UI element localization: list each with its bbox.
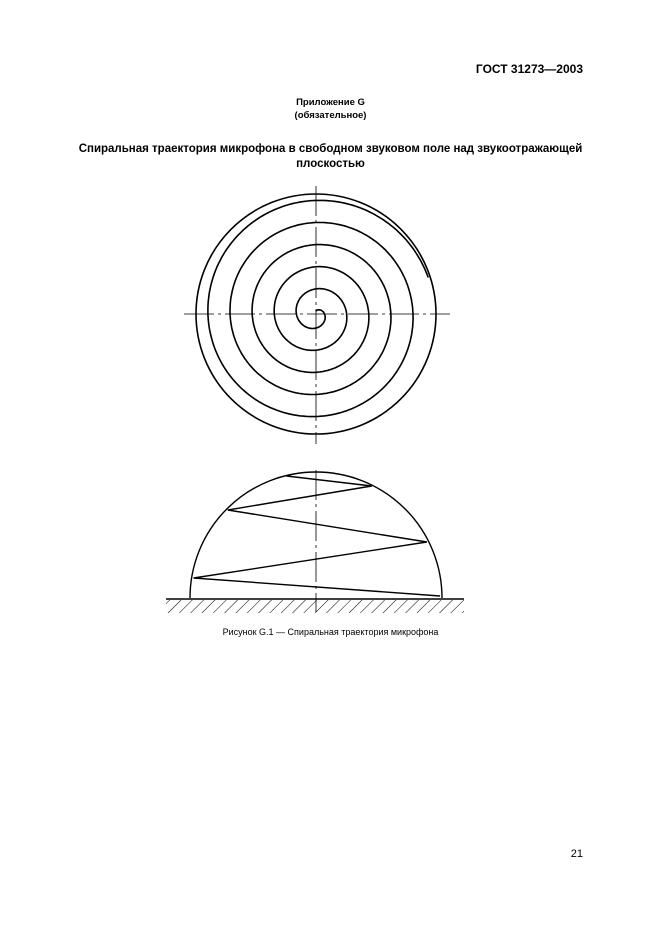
page-number: 21 — [570, 848, 583, 860]
figure-caption: Рисунок G.1 — Спиральная траектория микрофона — [222, 627, 439, 637]
document-code: ГОСТ 31273—2003 — [475, 62, 583, 76]
plane-hatching — [166, 600, 464, 613]
section-title: Спиральная траектория микрофона в свободном звуковом поле над звукоотражающей плоскостью — [78, 143, 583, 170]
helix-path — [194, 476, 440, 596]
side-view — [166, 470, 464, 613]
appendix-label: Приложение G — [296, 97, 365, 108]
spiral-path — [208, 200, 428, 416]
top-view — [184, 186, 450, 444]
appendix-status: (обязательное) — [294, 110, 367, 121]
